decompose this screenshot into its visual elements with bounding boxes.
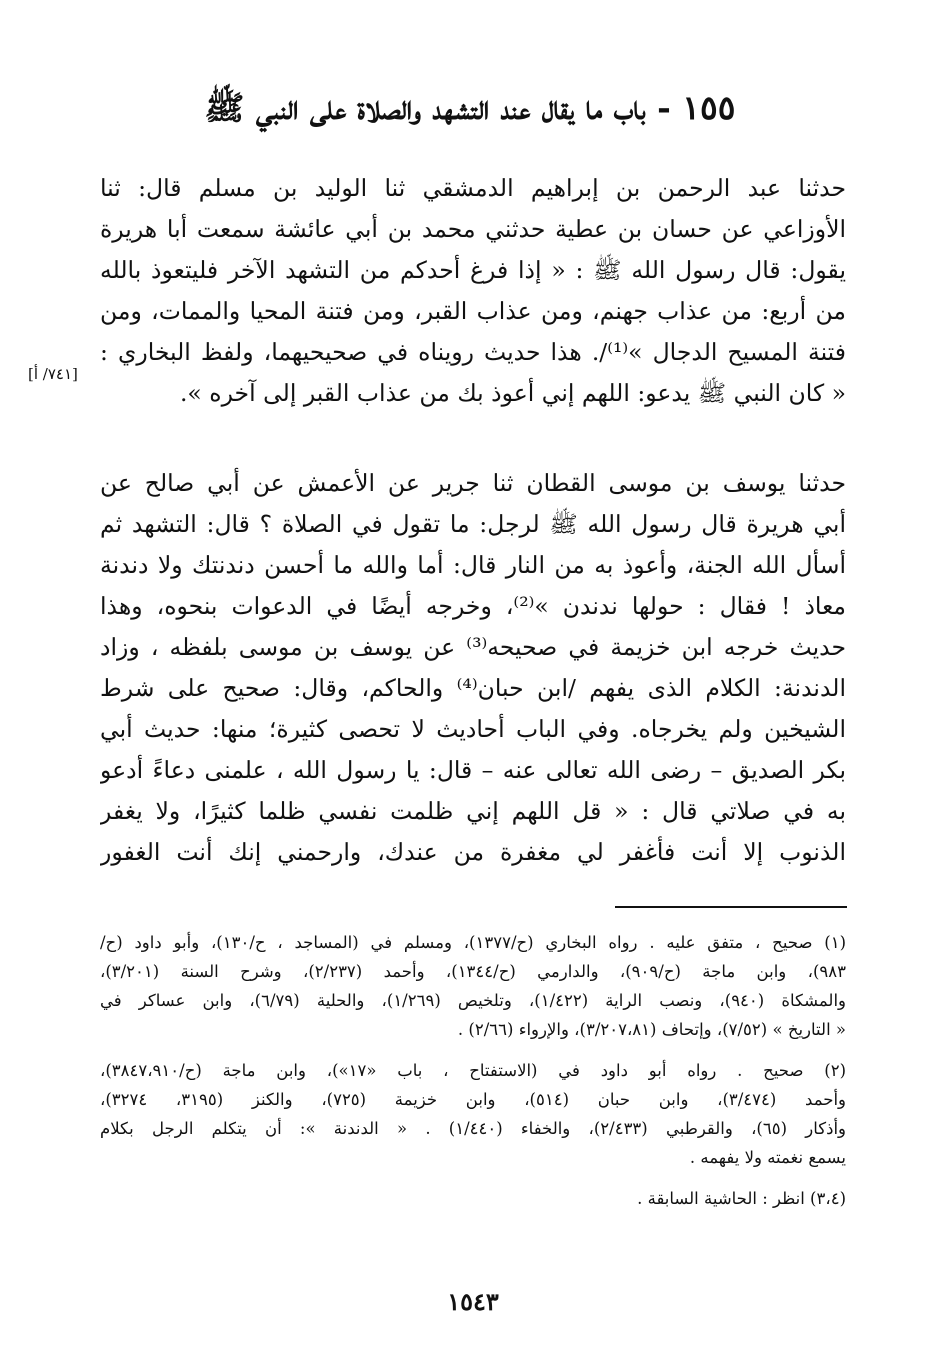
paragraph-2 bbox=[100, 463, 846, 873]
footnote-line: ٩٨٣)، وابن ماجة (ح/٩٠٩)، والدارمي (ح/١٣٤٤)، وأحمد (٢/٢٣٧)، وشرح السنة (٣/٢٠١)، bbox=[100, 962, 846, 981]
text-line: « كان النبي ﷺ يدعو: اللهم إني أعوذ بك من عذاب القبر إلى آخره ». bbox=[179, 379, 846, 407]
text-line: حدثنا عبد الرحمن بن إبراهيم الدمشقي ثنا الوليد بن مسلم قال: ثنا bbox=[100, 174, 846, 202]
footnotes bbox=[100, 928, 846, 1213]
text-line: أسأل الله الجنة، وأعوذ به من النار قال: أما والله ما أحسن دندنتك ولا دندنة bbox=[100, 551, 846, 579]
footnote-line: والمشكاة (٩٤٠)، ونصب الراية (١/٤٢٢)، وتلخيص (١/٢٦٩)، والحلية (٦/٧٩)، وابن عساكر في bbox=[100, 991, 846, 1010]
text-line: به في صلاتي قال : « قل اللهم إني ظلمت نفسي ظلما كثيرًا، ولا يغفر bbox=[100, 797, 846, 825]
manuscript-folio-reference: [٧٤١/ أ] bbox=[28, 365, 78, 383]
paragraph-1 bbox=[100, 168, 846, 414]
footnote-line: وأحمد (٣/٤٧٤)، وابن حبان (٥١٤)، وابن خزيمة (٧٢٥)، والكنز (٣١٩٥، ٣٢٧٤)، bbox=[100, 1090, 846, 1109]
text-line: حديث خرجه ابن خزيمة في صحيحه⁽³⁾ عن يوسف بن موسى بلفظه ، وزاد bbox=[100, 633, 846, 661]
footnote-line: يسمع نغمته ولا يفهمه . bbox=[689, 1148, 846, 1167]
footnote-line: « التاريخ » (٧/٥٢)، وإتحاف (٣/٢٠٧،٨١)، والإرواء (٢/٦٦) . bbox=[457, 1020, 846, 1039]
text-line: الأوزاعي عن حسان بن عطية حدثني محمد بن أبي عائشة سمعت أبا هريرة bbox=[100, 215, 846, 243]
text-line: حدثنا يوسف بن موسى القطان ثنا جرير عن الأعمش عن أبي صالح عن bbox=[100, 469, 846, 497]
text-line: بكر الصديق – رضى الله تعالى عنه – قال: يا رسول الله ، علمنى دعاءً أدعو bbox=[100, 756, 846, 784]
footnote-3: (٣،٤) انظر : الحاشية السابقة . bbox=[637, 1189, 846, 1208]
text-line: يقول: قال رسول الله ﷺ : « إذا فرغ أحدكم من التشهد الآخر فليتعوذ بالله bbox=[100, 256, 846, 284]
footnote-line: وأذكار (٦٥)، والقرطبي (٢/٤٣٣)، والخفاء (١/٤٤٠) . « الدندنة »: أن يتكلم الرجل بكلام bbox=[100, 1119, 846, 1138]
page-number: ١٥٤٣ bbox=[447, 1287, 499, 1316]
text-line: معاذ ! فقال : حولها ندندن »⁽²⁾، وخرجه أيضًا في الدعوات بنحوه، وهذا bbox=[100, 592, 846, 620]
footnote-separator bbox=[615, 906, 847, 908]
footnote-1 bbox=[100, 928, 846, 1044]
footnote-line: (٢) صحيح . رواه أبو داود في (الاستفتاح ، باب «١٧»)، وابن ماجة (ح/٣٨٤٧،٩١٠)، bbox=[100, 1061, 846, 1080]
text-line: فتنة المسيح الدجال »⁽¹⁾/. هذا حديث رويناه في صحيحيهما، ولفظ البخاري : bbox=[100, 338, 846, 366]
footnote-line: (١) صحيح ، متفق عليه . رواه البخاري (ح/١٣٧٧)، ومسلم في (المساجد ، ح/١٣٠)، وأبو داود (ح/ bbox=[100, 933, 846, 952]
page-title: ١٥٥ - باب ما يقال عند التشهد والصلاة على النبي ﷺ bbox=[204, 88, 736, 127]
text-line: الذنوب إلا أنت فأغفر لي مغفرة من عندك، وارحمني إنك أنت الغفور bbox=[100, 838, 846, 866]
text-line: الشيخين ولم يخرجاه. وفي الباب أحاديث لا تحصى كثيرة؛ منها: حديث أبي bbox=[100, 715, 846, 743]
footnote-2 bbox=[100, 1056, 846, 1172]
text-line: من أربع: من عذاب جهنم، ومن عذاب القبر، ومن فتنة المحيا والممات، ومن bbox=[100, 297, 846, 325]
text-line: أبي هريرة قال رسول الله ﷺ لرجل: ما تقول في الصلاة ؟ قال: التشهد ثم bbox=[100, 510, 846, 538]
text-line: الدندنة: الكلام الذى يفهم /ابن حبان⁽⁴⁾ والحاكم، وقال: صحيح على شرط bbox=[100, 674, 846, 702]
